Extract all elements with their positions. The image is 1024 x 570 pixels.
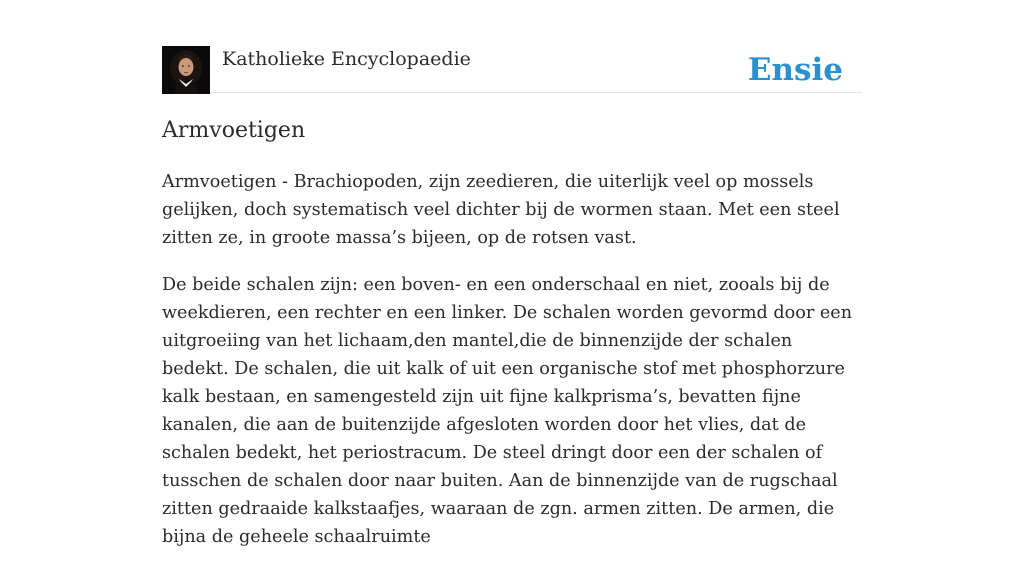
header — [162, 46, 862, 93]
article-paragraph: Armvoetigen - Brachiopoden, zijn zeedieren, die uiterlijk veel op mossels gelijken, doch systematisch veel dichter bij de wormen staan. Met een steel zitten ze, in groote massa’s bijeen, op de rotsen vast. — [162, 172, 840, 248]
article-paragraph: De beide schalen zijn: een boven- en een onderschaal en niet, zooals bij de weekdieren, een rechter en een linker. De schalen worden gevormd door een uitgroeiing van het lichaam,den mantel,die de binnenzijde der schalen bedekt. De schalen, die uit kalk of uit een organische stof met phosphorzure kalk bestaan, en samengesteld zijn uit fijne kalkprisma’s, bevatten fijne kanalen, die aan de buitenzijde afgesloten worden door het vlies, dat de schalen bedekt, het periostracum. De steel dringt door een der schalen of tusschen de schalen door naar buiten. Aan de binnenzijde van de rugschaal zitten gedraaide kalkstaafjes, waaraan de zgn. armen zitten. De armen, die bijna de geheele schaalruimte — [162, 275, 853, 547]
portrait-icon — [162, 46, 210, 94]
portrait-avatar-icon[interactable] — [162, 46, 210, 94]
brand-logo[interactable]: Ensie — [747, 52, 843, 88]
article-body — [162, 168, 864, 570]
page-title: Armvoetigen — [162, 118, 306, 143]
encyclopedia-name[interactable]: Katholieke Encyclopaedie — [222, 48, 471, 70]
